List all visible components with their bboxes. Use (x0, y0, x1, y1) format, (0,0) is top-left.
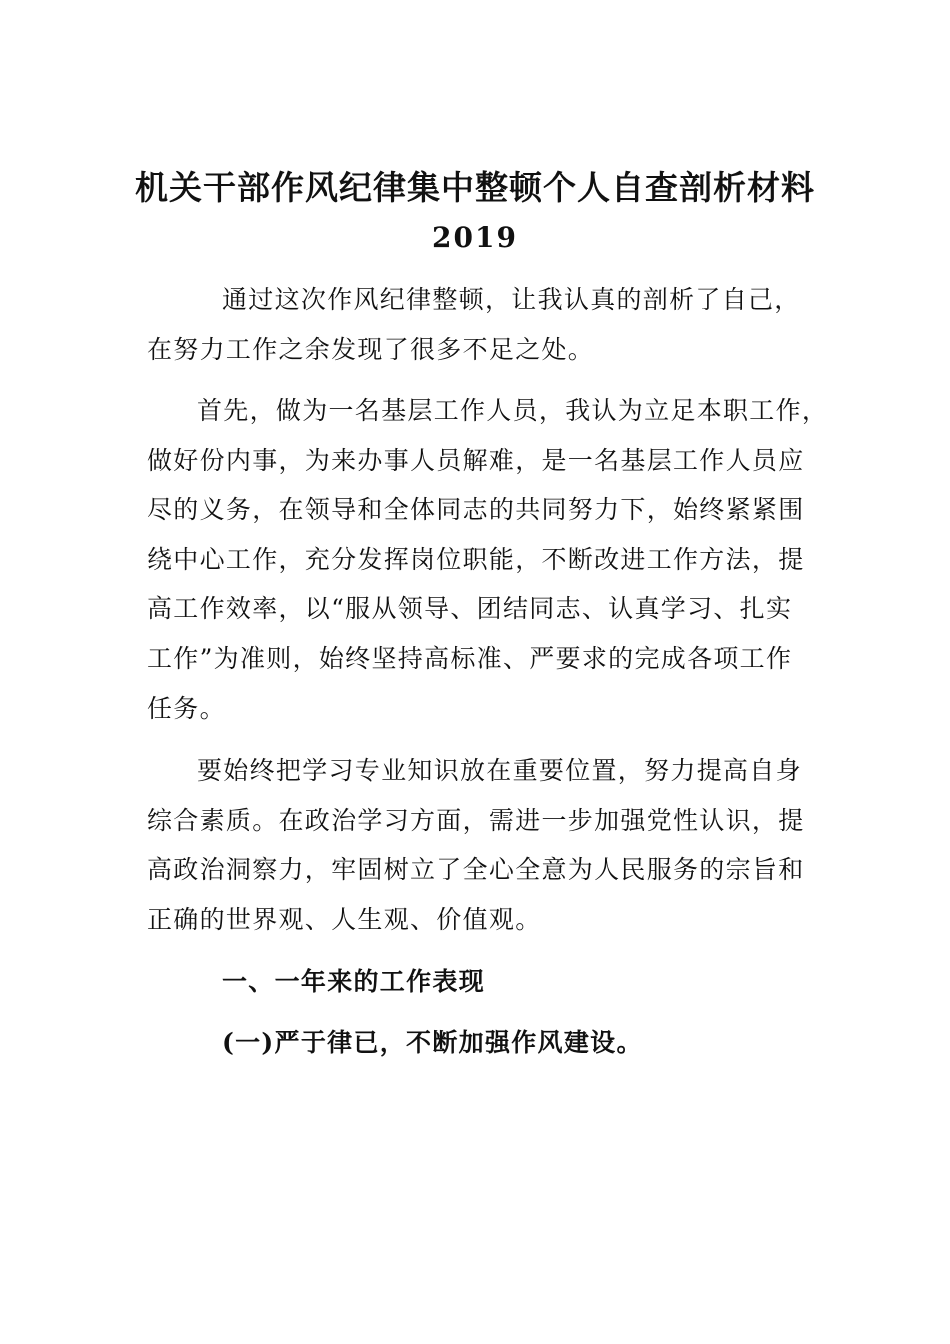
paragraph-line: 工作”为准则，始终坚持高标准、严要求的完成各项工作 (147, 644, 793, 673)
paragraph-line: 在努力工作之余发现了很多不足之处。 (147, 335, 595, 364)
document-title-year: 2019 (432, 221, 518, 254)
paragraph-line: 任务。 (147, 694, 226, 723)
paragraph-line: 高工作效率，以“服从领导、团结同志、认真学习、扎实 (147, 594, 793, 623)
section-heading: 一、一年来的工作表现 (222, 967, 486, 996)
paragraph-line: 首先，做为一名基层工作人员，我认为立足本职工作， (197, 396, 829, 425)
paragraph-line: 通过这次作风纪律整顿，让我认真的剖析了自己， (222, 285, 801, 314)
paragraph-line: 正确的世界观、人生观、价值观。 (147, 905, 542, 934)
paragraph-line: 高政治洞察力，牢固树立了全心全意为人民服务的宗旨和 (147, 855, 805, 884)
paragraph-line: 做好份内事，为来办事人员解难，是一名基层工作人员应 (147, 446, 805, 475)
document-title: 机关干部作风纪律集中整顿个人自查剖析材料 (135, 168, 815, 207)
paragraph-line: 要始终把学习专业知识放在重要位置，努力提高自身 (197, 756, 802, 785)
paragraph-line: 综合素质。在政治学习方面，需进一步加强党性认识，提 (147, 806, 805, 835)
paragraph-line: 尽的义务，在领导和全体同志的共同努力下，始终紧紧围 (147, 495, 805, 524)
paragraph-line: 绕中心工作，充分发挥岗位职能，不断改进工作方法，提 (147, 545, 805, 574)
subsection-heading: (一)严于律已，不断加强作风建设。 (222, 1028, 643, 1057)
